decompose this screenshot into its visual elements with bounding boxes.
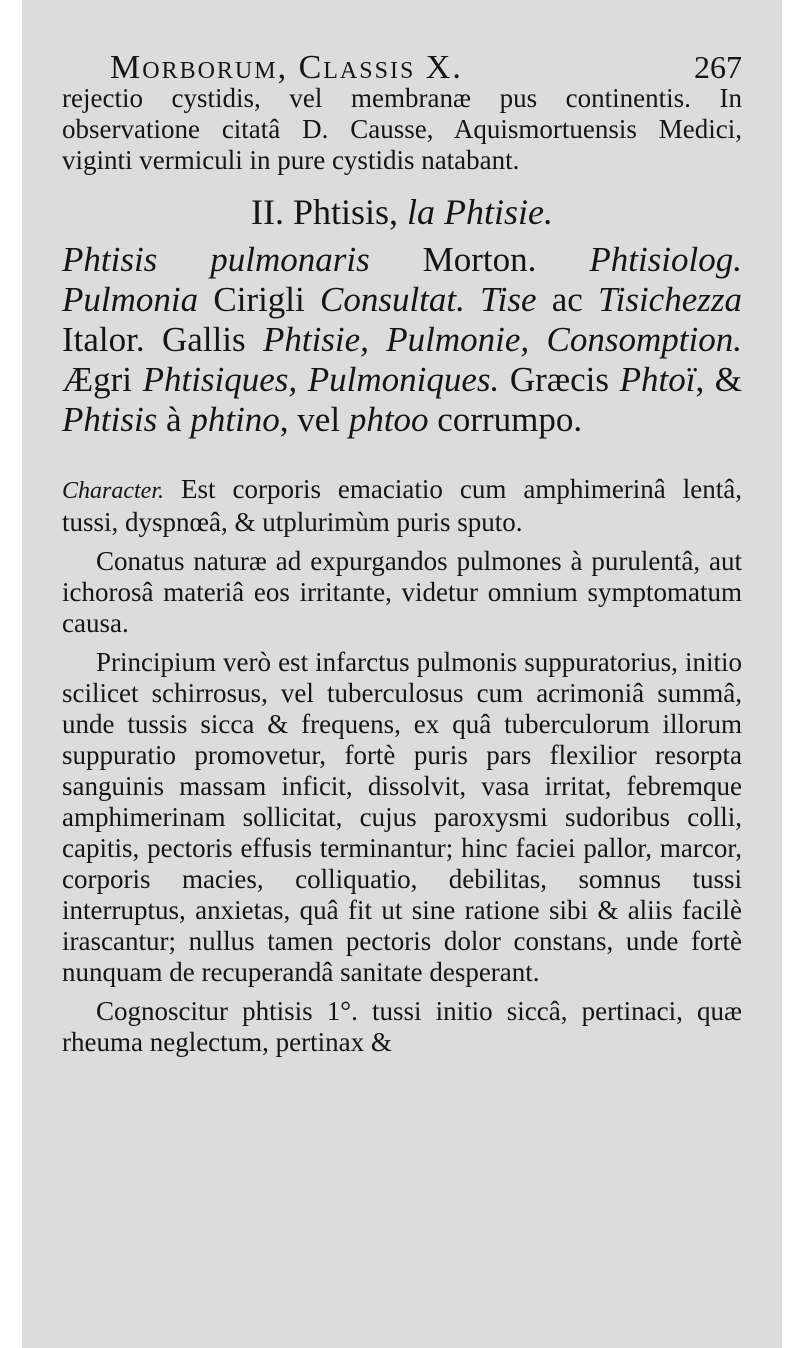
synonym-text: , & — [695, 360, 743, 399]
synonym-term: Phtisiques, Pulmoniques. — [142, 360, 500, 399]
page-text — [62, 40, 742, 1058]
body-paragraph: Cognoscitur phtisis 1°. tussi initio siccâ, pertinaci, quæ rheuma neglectum, pertinax & — [62, 996, 742, 1057]
section-title: Phtisis, — [292, 192, 399, 232]
synonym-term: phtoo — [348, 400, 429, 439]
synonym-term: Phtisis — [62, 400, 158, 439]
synonym-text: Italor. Gallis — [62, 320, 263, 359]
body-paragraph: Principium verò est infarctus pulmonis suppuratorius, initio scilicet schirrosus, vel tuberculosus cum acrimoniâ summâ, unde tussis sicca & frequens, ex quâ tuberculorum illorum suppuratio promovetur, fortè puris pars flexilior resorpta sanguinis massam inficit, dissolvit, vasa irritat, febremque amphimerinam sollicitat, cujus paroxysmi sudoribus colli, capitis, pectoris effusis terminantur; hinc faciei pallor, marcor, corporis macies, colliquatio, debilitas, somnus tussi interruptus, anxietas, quâ fit ut sine ratione sibi & aliis facilè irascantur; nullus tamen pectoris dolor constans, unde fortè nunquam de recuperandâ sanitate desperant. — [62, 647, 742, 987]
intro-paragraph: rejectio cystidis, vel membranæ pus continentis. In observatione citatâ D. Causse, Aquismortuensis Medici, viginti vermiculi in pure cystidis natabant. — [62, 83, 742, 175]
synonym-term: Phtoï — [619, 360, 696, 399]
synonym-text: Græcis — [499, 360, 620, 399]
synonyms-paragraph — [62, 240, 742, 440]
synonym-text: Ægri — [62, 360, 143, 399]
synonym-text: corrumpo. — [428, 400, 583, 439]
synonym-term: Phtisiolog. Pulmonia — [62, 240, 742, 319]
synonym-term: Phtisie, Pulmonie, Consomption. — [262, 320, 742, 359]
section-heading — [62, 192, 742, 232]
synonym-text: Morton. — [369, 240, 590, 279]
character-paragraph — [62, 474, 742, 538]
synonym-term: Tisichezza — [598, 280, 742, 319]
synonym-text: Cirigli — [198, 280, 320, 319]
section-french-title: la Phtisie. — [407, 192, 554, 232]
header-title: Morborum, Classis X. — [110, 49, 463, 86]
character-text: Est corporis emaciatio cum amphimerinâ lentâ, tussi, dyspnœâ, & utplurimùm puris sputo. — [62, 474, 742, 537]
section-number: II. — [250, 192, 284, 232]
character-label: Character. — [62, 478, 164, 504]
page-number: 267 — [694, 49, 742, 85]
book-page — [22, 0, 782, 1348]
synonym-text: ac — [536, 280, 599, 319]
running-header — [110, 49, 742, 86]
synonym-term: phtino — [190, 400, 280, 439]
synonym-term: Consultat. Tise — [319, 280, 537, 319]
synonym-text: , vel — [279, 400, 349, 439]
body-paragraph: Conatus naturæ ad expurgandos pulmones à purulentâ, aut ichorosâ materiâ eos irritante, videtur omnium symptomatum causa. — [62, 546, 742, 638]
synonym-term: Phtisis pulmonaris — [62, 240, 370, 279]
synonym-text: à — [157, 400, 191, 439]
